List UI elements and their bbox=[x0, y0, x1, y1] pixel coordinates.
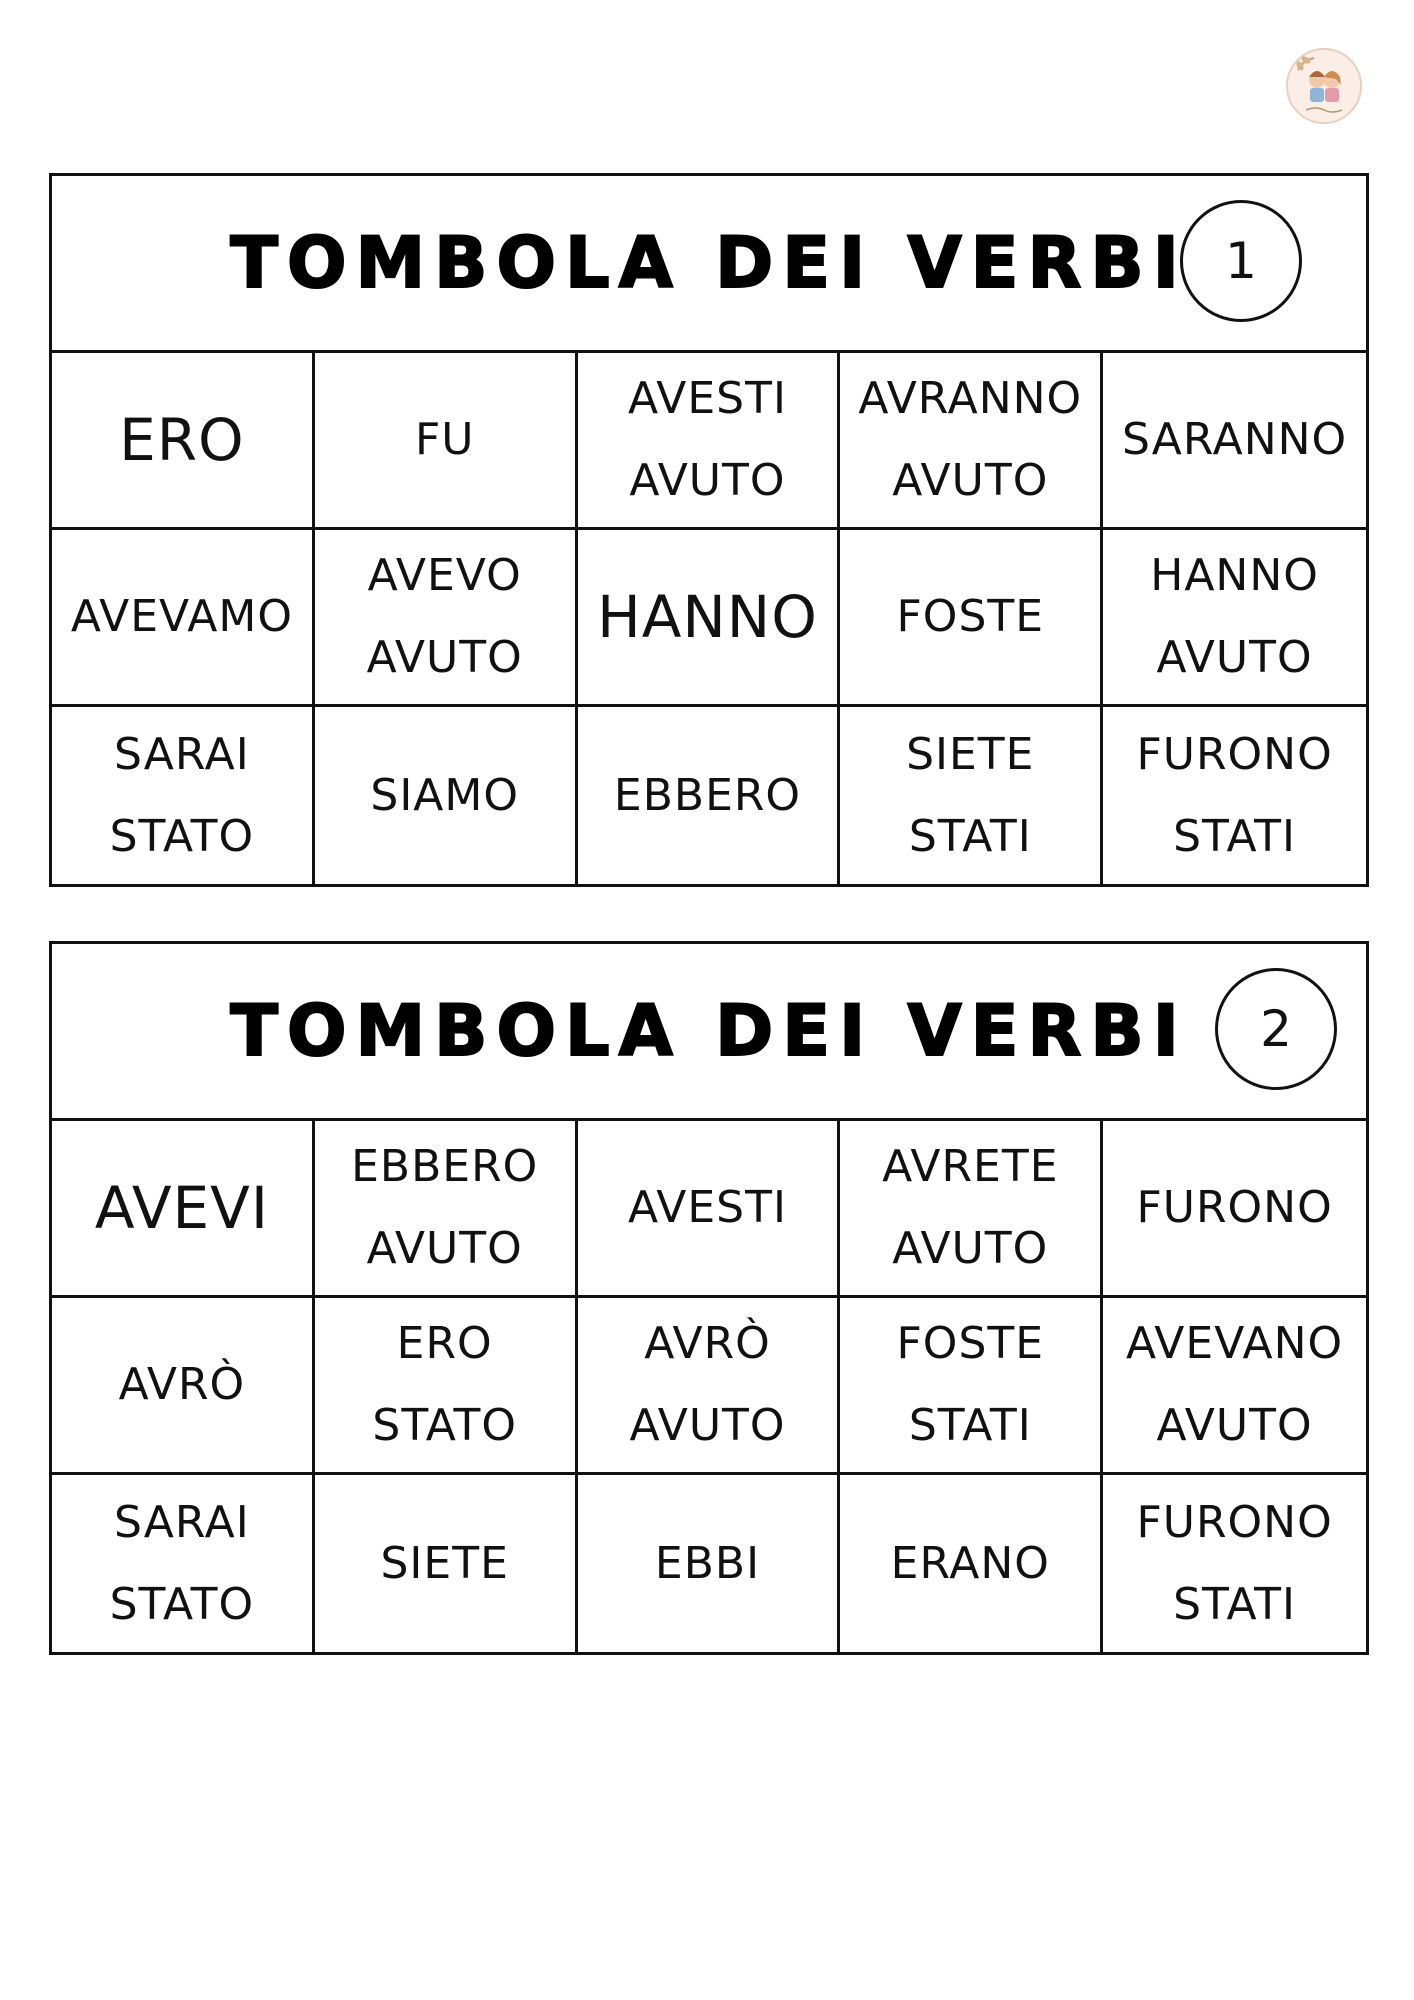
grid-cell: AVEVANO AVUTO bbox=[1103, 1298, 1366, 1475]
grid-cell: AVEVI bbox=[52, 1121, 315, 1298]
bingo-card-2 bbox=[49, 941, 1369, 1655]
card-title: TOMBOLA DEI VERBI bbox=[230, 222, 1188, 304]
grid-cell: ERANO bbox=[840, 1475, 1103, 1652]
grid-cell: AVRÒ bbox=[52, 1298, 315, 1475]
two-children-logo-icon bbox=[1284, 46, 1364, 126]
grid-cell: AVRANNO AVUTO bbox=[840, 353, 1103, 530]
grid-cell: ERO STATO bbox=[315, 1298, 578, 1475]
grid-cell: FU bbox=[315, 353, 578, 530]
grid-cell: SARAI STATO bbox=[52, 707, 315, 884]
card-number-circle: 2 bbox=[1215, 968, 1337, 1090]
grid-cell: HANNO bbox=[578, 530, 841, 707]
grid-cell: SIAMO bbox=[315, 707, 578, 884]
grid-cell: AVEVAMO bbox=[52, 530, 315, 707]
grid-cell: FURONO STATI bbox=[1136, 728, 1333, 862]
grid-cell: AVRETE AVUTO bbox=[840, 1121, 1103, 1298]
grid-cell: AVESTI bbox=[578, 1121, 841, 1298]
grid-cell: SARANNO bbox=[1103, 353, 1366, 530]
grid-cell: AVRÒ AVUTO bbox=[578, 1298, 841, 1475]
grid-cell: FURONO STATI bbox=[1136, 1496, 1333, 1630]
grid-cell: ERO bbox=[52, 353, 315, 530]
grid-cell: FOSTE bbox=[840, 530, 1103, 707]
bingo-card-1 bbox=[49, 173, 1369, 887]
grid-cell: FURONO bbox=[1103, 1121, 1366, 1298]
logo bbox=[1284, 46, 1364, 126]
verb-grid bbox=[52, 353, 1366, 884]
verb-grid bbox=[52, 1121, 1366, 1652]
grid-cell: EBBERO AVUTO bbox=[315, 1121, 578, 1298]
card-header bbox=[52, 176, 1366, 353]
grid-cell: FOSTE STATI bbox=[840, 1298, 1103, 1475]
card-number-circle: 1 bbox=[1180, 200, 1302, 322]
grid-cell: AVESTI AVUTO bbox=[578, 353, 841, 530]
grid-cell: EBBI bbox=[578, 1475, 841, 1652]
grid-cell: EBBERO bbox=[578, 707, 841, 884]
card-title: TOMBOLA DEI VERBI bbox=[230, 990, 1188, 1072]
grid-cell: SARAI STATO bbox=[52, 1475, 315, 1652]
grid-cell: HANNO AVUTO bbox=[1103, 530, 1366, 707]
grid-cell: AVEVO AVUTO bbox=[315, 530, 578, 707]
grid-cell: SIETE bbox=[315, 1475, 578, 1652]
card-header bbox=[52, 944, 1366, 1121]
grid-cell: SIETE STATI bbox=[840, 707, 1103, 884]
